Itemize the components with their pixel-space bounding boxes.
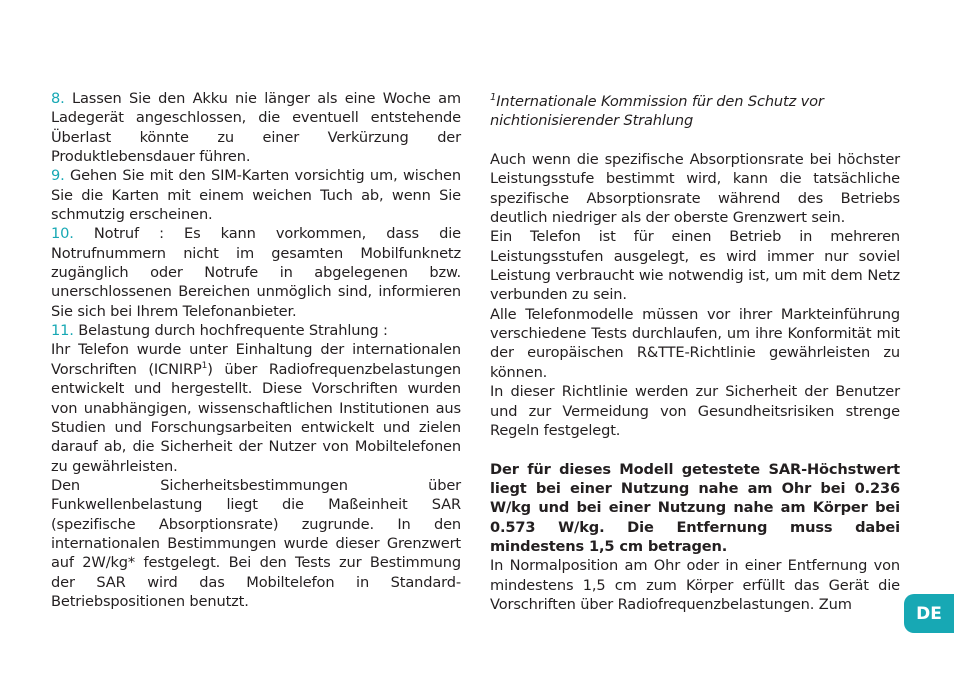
paragraph-text: Ihr Telefon wurde unter Einhaltung der internationalen Vorschriften (ICNIRP bbox=[51, 341, 461, 378]
item-10 bbox=[51, 224, 461, 321]
paragraph-sar: Den Sicherheitsbestimmungen über Funkwellenbelastung liegt die Maßeinheit SAR (spezifische Absorptionsrate) zugrunde. In den internationalen Bestimmungen wurde dieser Grenzwert auf 2W/kg* festgelegt. Bei den Tests zur Bestimmung der SAR wird das Mobiltelefon in Standard-Betriebspositionen benutzt. bbox=[51, 476, 461, 610]
paragraph-r2: Ein Telefon ist für einen Betrieb in mehreren Leistungsstufen ausgelegt, es wird immer nur soviel Leistung verbraucht wie notwendig ist, um mit dem Netz verbunden zu sein. bbox=[490, 228, 900, 304]
paragraph-icnirp bbox=[51, 340, 461, 475]
left-column bbox=[51, 89, 461, 611]
item-text: Notruf : Es kann vorkommen, dass die Notrufnummern nicht im gesamten Mobilfunknetz zugänglich oder Notrufe in abgelegenen bzw. unerschlossenen Bereichen unmöglich sind, informieren Sie sich bei Ihrem Telefonanbieter. bbox=[51, 225, 461, 320]
footnote-marker: 1 bbox=[490, 92, 497, 104]
item-number: 8. bbox=[51, 90, 65, 107]
item-title: Belastung durch hochfrequente Strahlung : bbox=[73, 322, 388, 340]
item-text: Lassen Sie den Akku nie länger als eine Woche am Ladegerät angeschlossen, die eventuell entstehende Überlast könnte zu einer Verkürzung der Produktlebensdauer führen. bbox=[51, 90, 461, 166]
paragraph-r4: In dieser Richtlinie werden zur Sicherheit der Benutzer und zur Vermeidung von Gesundheitsrisiken strenge Regeln festgelegt. bbox=[490, 383, 900, 439]
paragraph-r6: In Normalposition am Ohr oder in einer Entfernung von mindestens 1,5 cm zum Körper erfüllt das Gerät die Vorschriften über Radiofrequenzbelastungen. Zum bbox=[490, 557, 900, 613]
paragraph-r3: Alle Telefonmodelle müssen vor ihrer Markteinführung verschiedene Tests durchlaufen, um ihre Konformität mit der europäischen R&TTE-Richtlinie gewährleisten zu können. bbox=[490, 305, 900, 381]
language-tab: DE bbox=[904, 594, 954, 633]
footnote-ref: 1 bbox=[201, 360, 208, 371]
right-column bbox=[490, 92, 900, 614]
footnote-text: Internationale Kommission für den Schutz vor nichtionisierender Strahlung bbox=[490, 93, 824, 130]
footnote bbox=[490, 92, 900, 131]
item-number: 9. bbox=[51, 167, 65, 185]
item-number: 11. bbox=[51, 322, 74, 340]
item-11-heading bbox=[51, 321, 461, 340]
item-8 bbox=[51, 89, 461, 166]
item-9 bbox=[51, 166, 461, 224]
paragraph-text: ) über Radiofrequenzbelastungen entwickelt und hergestellt. Diese Vorschriften wurden von unabhängigen, wissenschaftlichen Institutionen aus Studien und Forschungsarbeiten entwickelt und zielen darauf ab, die Sicherheit der Nutzer von Mobiltelefonen zu gewährleisten. bbox=[51, 360, 462, 475]
paragraph-r1: Auch wenn die spezifische Absorptionsrate bei höchster Leistungsstufe bestimmt wird, kann die tatsächliche spezifische Absorptionsrate während des Betriebs deutlich niedriger als der oberste Grenzwert sein. bbox=[490, 151, 900, 227]
paragraph-sar-values: Der für dieses Modell getestete SAR-Höchstwert liegt bei einer Nutzung nahe am Ohr bei 0.236 W/kg und bei einer Nutzung nahe am Körper bei 0.573 W/kg. Die Entfernung muss dabei mindestens 1,5 cm betragen. bbox=[490, 460, 900, 555]
item-text: Gehen Sie mit den SIM-Karten vorsichtig um, wischen Sie die Karten mit einem weichen Tuch ab, wenn Sie schmutzig erscheinen. bbox=[51, 167, 461, 224]
item-number: 10. bbox=[51, 225, 74, 243]
